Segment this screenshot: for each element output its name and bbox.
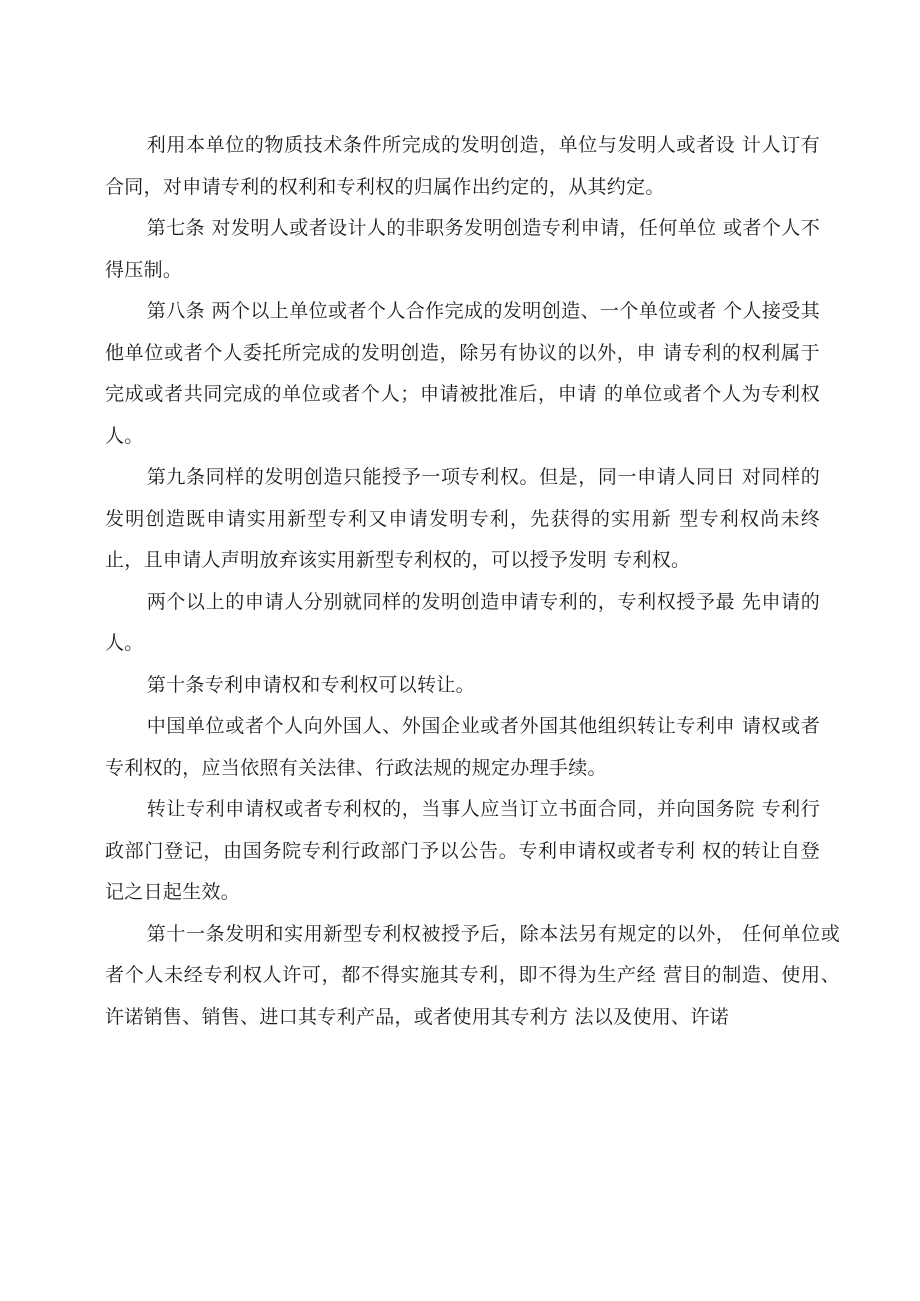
paragraph-article-9-clause-2: 两个以上的申请人分别就同样的发明创造申请专利的，专利权授予最 先申请的人。 [105,590,820,654]
paragraph-article-7: 第七条 对发明人或者设计人的非职务发明创造专利申请，任何单位 或者个人不得压制。 [105,217,820,281]
paragraph-article-10: 第十条专利申请权和专利权可以转让。 [146,673,475,696]
document-body [105,125,840,1038]
paragraph-article-10-clause-2: 中国单位或者个人向外国人、外国企业或者外国其他组织转让专利申 请权或者专利权的，应当依照有关法律、行政法规的规定办理手续。 [105,715,820,779]
paragraph-1: 利用本单位的物质技术条件所完成的发明创造，单位与发明人或者设 计人订有合同，对申请专利的权利和专利权的归属作出约定的，从其约定。 [105,134,820,198]
paragraph-article-9: 第九条同样的发明创造只能授予一项专利权。但是，同一申请人同日 对同样的发明创造既申请实用新型专利又申请发明专利，先获得的实用新 型专利权尚未终止，且申请人声明放弃该实用新型专利权的，可以授予发明 专利权。 [105,466,820,571]
paragraph-article-8: 第八条 两个以上单位或者个人合作完成的发明创造、一个单位或者 个人接受其他单位或者个人委托所完成的发明创造，除另有协议的以外，申 请专利的权利属于完成或者共同完成的单位或者个人；申请被批准后，申请 的单位或者个人为专利权人。 [105,300,820,447]
paragraph-article-11: 第十一条发明和实用新型专利权被授予后，除本法另有规定的以外， 任何单位或者个人未经专利权人许可，都不得实施其专利，即不得为生产经 营目的制造、使用、许诺销售、销售、进口其专利产品，或者使用其专利方 法以及使用、许诺 [105,922,840,1028]
paragraph-article-10-clause-3: 转让专利申请权或者专利权的，当事人应当订立书面合同，并向国务院 专利行政部门登记，由国务院专利行政部门予以公告。专利申请权或者专利 权的转让自登记之日起生效。 [105,798,820,903]
